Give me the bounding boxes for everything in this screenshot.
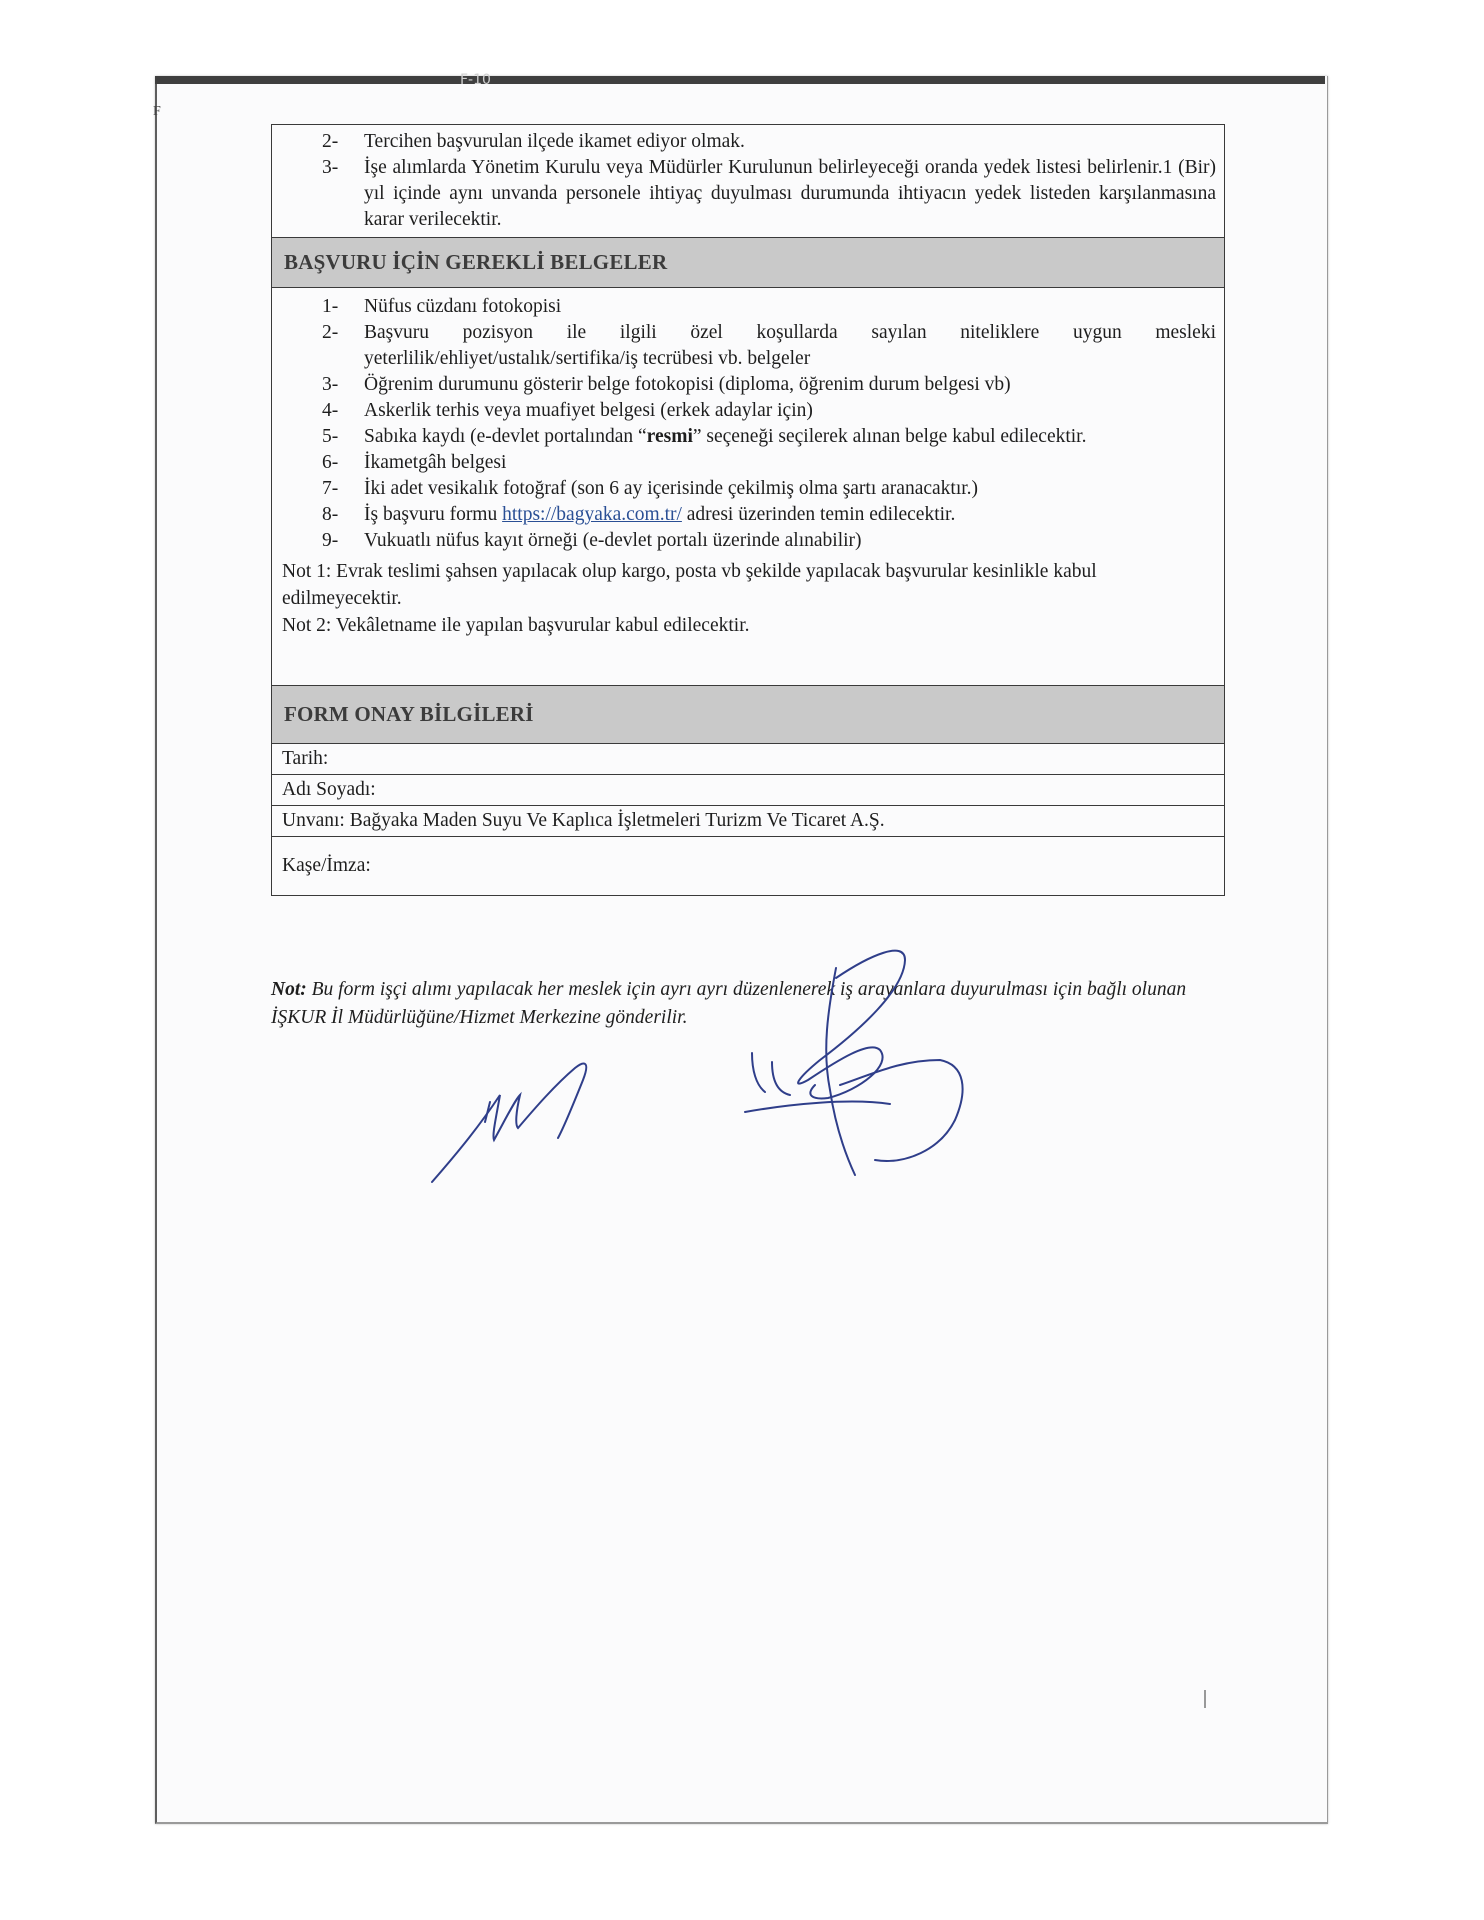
item-text: Başvuru pozisyon ile ilgili özel koşullarda sayılan niteliklere uygun mesleki yeterlilik/ehliyet/ustalık/sertifika/iş tecrübesi vb. belgeler <box>364 322 1216 369</box>
item-text: Askerlik terhis veya muafiyet belgesi (erkek adaylar için) <box>364 400 813 421</box>
item-text: Öğrenim durumunu gösterir belge fotokopisi (diploma, öğrenim durum belgesi vb) <box>364 374 1011 395</box>
item-number: 5- <box>322 426 339 447</box>
item-number: 1- <box>322 296 339 317</box>
intro-section <box>272 125 1224 238</box>
documents-list <box>272 288 1224 558</box>
date-field: Tarih: <box>272 744 1224 775</box>
item-text: İki adet vesikalık fotoğraf (son 6 ay içerisinde çekilmiş olma şartı aranacaktır.) <box>364 478 979 499</box>
list-item <box>322 398 1224 424</box>
item-number: 7- <box>322 478 339 499</box>
item-text-part: Sabıka kaydı (e-devlet portalından “ <box>364 426 647 447</box>
note-1: Not 1: Evrak teslimi şahsen yapılacak olup kargo, posta vb şekilde yapılacak başvurular kesinlikle kabul edilmeyecektir. <box>282 561 1097 609</box>
approval-section <box>272 686 1224 895</box>
list-item <box>322 476 1224 502</box>
item-text-part: İş başvuru formu <box>364 504 503 525</box>
item-number: 3- <box>322 157 339 178</box>
item-number: 2- <box>322 131 339 152</box>
item-number: 8- <box>322 504 339 525</box>
item-text: Nüfus cüzdanı fotokopisi <box>364 296 562 317</box>
item-text-part: ” seçeneği seçilerek alınan belge kabul edilecektir. <box>692 426 1087 447</box>
note-2: Not 2: Vekâletname ile yapılan başvurular kabul edilecektir. <box>282 615 750 636</box>
list-item <box>322 450 1224 476</box>
list-item <box>322 155 1224 233</box>
footer-note <box>271 976 1231 1032</box>
item-number: 9- <box>322 530 339 551</box>
list-item <box>322 528 1224 554</box>
item-number: 4- <box>322 400 339 421</box>
item-number: 3- <box>322 374 339 395</box>
item-number: 6- <box>322 452 339 473</box>
application-form-link[interactable]: https://bagyaka.com.tr/ <box>502 504 682 525</box>
scan-edge-mark <box>1204 1690 1206 1708</box>
intro-list <box>272 125 1224 237</box>
list-item <box>322 502 1224 528</box>
item-text: İkametgâh belgesi <box>364 452 507 473</box>
item-text: Vukuatlı nüfus kayıt örneği (e-devlet portalı üzerinde alınabilir) <box>364 530 862 551</box>
documents-section <box>272 238 1224 686</box>
documents-section-title: BAŞVURU İÇİN GEREKLİ BELGELER <box>272 238 1224 288</box>
approval-section-title: FORM ONAY BİLGİLERİ <box>272 686 1224 744</box>
item-text <box>364 424 1224 450</box>
name-field: Adı Soyadı: <box>272 775 1224 806</box>
item-text: İşe alımlarda Yönetim Kurulu veya Müdürler Kurulunun belirleyeceği oranda yedek listesi belirlenir.1 (Bir) yıl içinde aynı unvanda personele ihtiyaç duyulması durumunda ihtiyacın yedek listeden karşılanmasına karar verilecektir. <box>364 157 1216 230</box>
list-item <box>322 129 1224 155</box>
list-item <box>322 372 1224 398</box>
item-number: 2- <box>322 322 339 343</box>
list-item <box>322 320 1224 372</box>
left-margin-mark: F <box>153 104 161 119</box>
list-item <box>322 424 1224 450</box>
list-item <box>322 294 1224 320</box>
top-dark-strip <box>155 76 1325 84</box>
item-text <box>364 502 1224 528</box>
item-text-bold: resmi <box>646 426 693 447</box>
stamp-signature-field: Kaşe/İmza: <box>282 855 371 876</box>
header-strip-text: F-10 <box>460 72 491 88</box>
footer-note-label: Not: <box>271 979 307 1000</box>
company-title-field: Unvanı: Bağyaka Maden Suyu Ve Kaplıca İşletmeleri Turizm Ve Ticaret A.Ş. <box>272 806 1224 837</box>
footer-note-text: Bu form işçi alımı yapılacak her meslek için ayrı ayrı düzenlenerek iş arayanlara duyurulması için bağlı olunan İŞKUR İl Müdürlüğüne/Hizmet Merkezine gönderilir. <box>271 979 1187 1028</box>
item-text-part: adresi üzerinden temin edilecektir. <box>681 504 956 525</box>
item-text: Tercihen başvurulan ilçede ikamet ediyor olmak. <box>364 131 745 152</box>
application-form-box <box>271 124 1225 896</box>
